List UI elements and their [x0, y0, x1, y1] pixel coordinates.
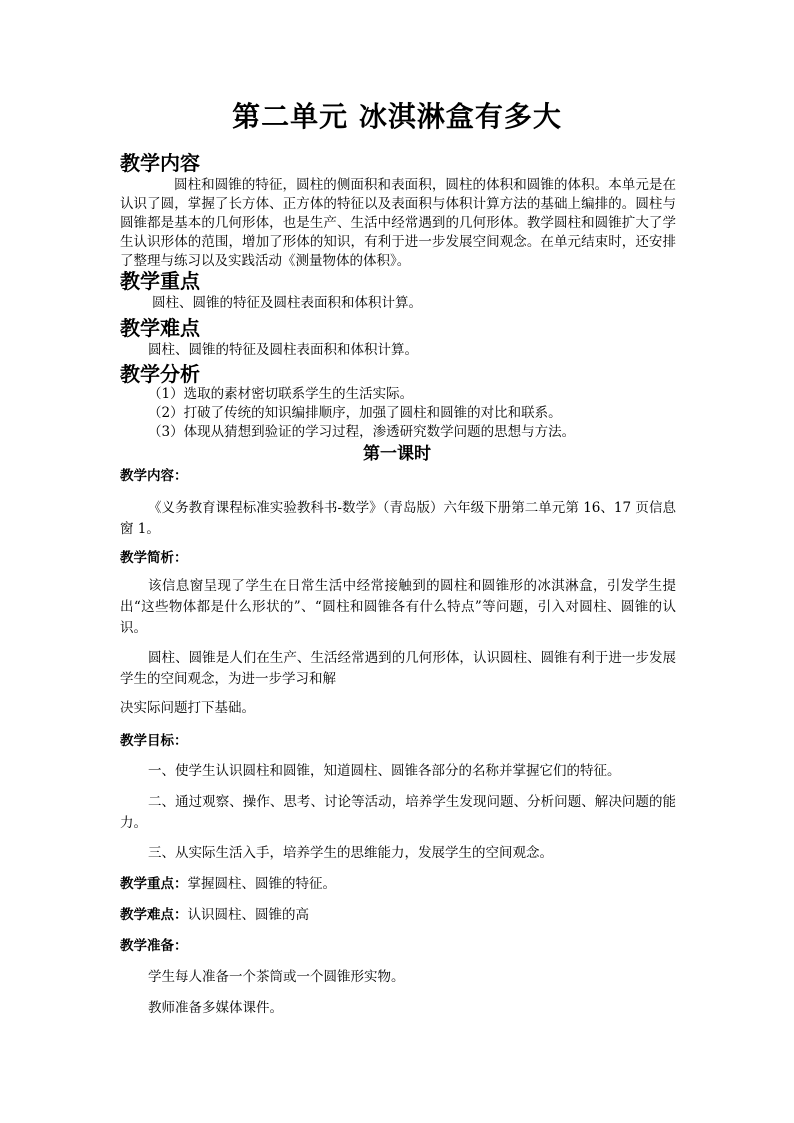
document-title: 第二单元 冰淇淋盒有多大 [232, 100, 562, 133]
lesson-prep-item: 教师准备多媒体课件。 [148, 1000, 283, 1016]
lesson-prep-item: 学生每人准备一个茶筒或一个圆锥形实物。 [148, 969, 405, 985]
unit-content-heading: 教学内容 [120, 151, 200, 175]
lesson-key-row [120, 874, 336, 894]
unit-content-text: 圆柱和圆锥的特征，圆柱的侧面积和表面积，圆柱的体积和圆锥的体积。本单元是在认识了圆，掌握了长方体、正方体的特征以及表面积与体积计算方法的基础上编排的。圆柱与圆锥都是基本的几何形体，也是生产、生活中经常遇到的几何形体。教学圆柱和圆锥扩大了学生认识形体的范围，增加了形体的知识，有利于进一步发展空间观念。在单元结束时，还安排了整理与练习以及实践活动《测量物体的体积》。 [120, 177, 676, 269]
unit-key-text: 圆柱、圆锥的特征及圆柱表面积和体积计算。 [152, 295, 422, 311]
lesson-goal-item: 一、使学生认识圆柱和圆锥，知道圆柱、圆锥各部分的名称并掌握它们的特征。 [148, 763, 621, 779]
lesson-brief-paragraph: 圆柱、圆锥是人们在生产、生活经常遇到的几何形体，认识圆柱、圆锥有利于进一步发展学生的空间观念，为进一步学习和解 [120, 650, 676, 687]
lesson-brief-paragraph: 决实际问题打下基础。 [120, 700, 255, 716]
lesson-brief-paragraph: 该信息窗呈现了学生在日常生活中经常接触到的圆柱和圆锥形的冰淇淋盒，引发学生提出“这些物体都是什么形状的”、“圆柱和圆锥各有什么特点”等问题，引入对圆柱、圆锥的认识。 [120, 578, 676, 636]
unit-difficult-text: 圆柱、圆锥的特征及圆柱表面积和体积计算。 [148, 342, 418, 358]
analysis-item: （2）打破了传统的知识编排顺序，加强了圆柱和圆锥的对比和联系。 [148, 405, 562, 421]
lesson-goal-item: 三、从实际生活入手，培养学生的思维能力，发展学生的空间观念。 [148, 845, 553, 861]
unit-key-heading: 教学重点 [120, 269, 200, 293]
lesson-difficult-value: 认识圆柱、圆锥的高 [187, 907, 309, 923]
lesson-key-label: 教学重点： [120, 876, 188, 892]
lesson-difficult-label: 教学难点： [120, 907, 188, 923]
analysis-item: （1）选取的素材密切联系学生的生活实际。 [148, 386, 414, 402]
lesson-heading: 第一课时 [363, 444, 431, 464]
lesson-goal-item: 二、通过观察、操作、思考、讨论等活动，培养学生发现问题、分析问题、解决问题的能力。 [120, 794, 676, 831]
lesson-goals-label: 教学目标： [120, 733, 188, 749]
unit-difficult-heading: 教学难点 [120, 316, 200, 340]
lesson-content-label: 教学内容： [120, 468, 188, 484]
unit-analysis-heading: 教学分析 [120, 362, 200, 386]
analysis-item: （3）体现从猜想到验证的学习过程，渗透研究数学问题的思想与方法。 [148, 424, 576, 440]
lesson-difficult-row [120, 905, 309, 925]
lesson-brief-label: 教学简析： [120, 550, 188, 566]
lesson-key-value: 掌握圆柱、圆锥的特征。 [187, 876, 336, 892]
lesson-prep-label: 教学准备： [120, 938, 188, 954]
lesson-content-text: 《义务教育课程标准实验教科书-数学》（青岛版）六年级下册第二单元第 16、17 页信息窗 1。 [120, 500, 676, 537]
